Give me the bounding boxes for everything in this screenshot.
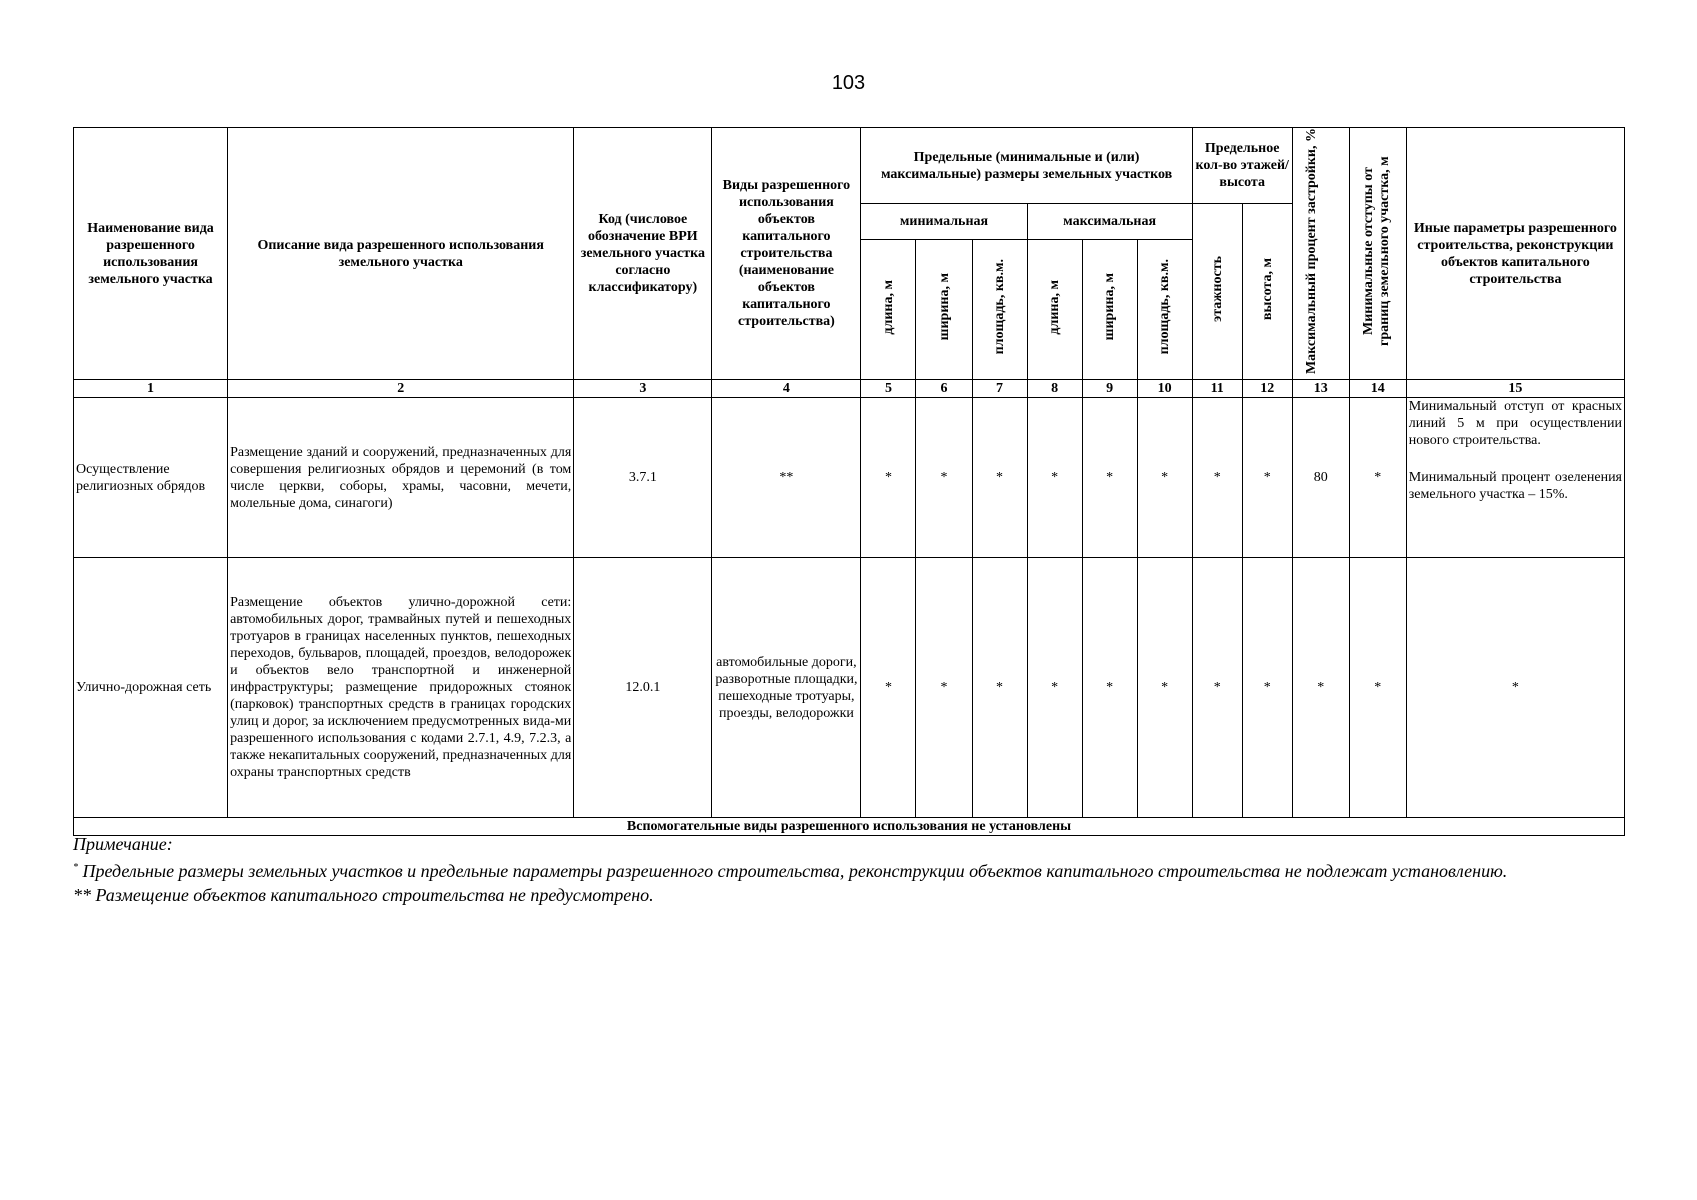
header-col13-text: Максимальный процент застройки, %: [1303, 128, 1319, 375]
column-number: 3: [574, 380, 712, 398]
row-c14: *: [1349, 558, 1406, 818]
row-c5: *: [861, 558, 916, 818]
note-1: [73, 856, 1633, 883]
column-number: 15: [1406, 380, 1624, 398]
note-1-mark: *: [73, 862, 78, 873]
header-col10-text: площадь, кв.м.: [1157, 259, 1173, 355]
note-2: ** Размещение объектов капитального строительства не предусмотрено.: [73, 885, 654, 905]
header-col9: [1082, 240, 1137, 380]
row-other-para2: Минимальный процент озеленения земельного участка – 15%.: [1408, 470, 1622, 503]
header-col6: [916, 240, 972, 380]
row-c10: *: [1137, 558, 1192, 818]
table-row: [74, 558, 1625, 818]
column-number-row: [74, 380, 1625, 398]
column-number: 14: [1349, 380, 1406, 398]
header-col5-text: длина, м: [880, 279, 896, 335]
row-c13: *: [1292, 558, 1349, 818]
header-col1: Наименование вида разрешенного использования земельного участка: [74, 128, 228, 380]
row-c9: *: [1082, 398, 1137, 558]
header-col9-text: ширина, м: [1102, 273, 1118, 341]
row-other: *: [1406, 558, 1624, 818]
page-number: 103: [831, 72, 866, 94]
row-c10: *: [1137, 398, 1192, 558]
header-col5: [861, 240, 916, 380]
row-c12: *: [1242, 558, 1292, 818]
header-col8-text: длина, м: [1047, 279, 1063, 335]
row-oks: автомобильные дороги, разворотные площадки, пешеходные тротуары, проезды, велодорожки: [712, 558, 861, 818]
header-col3: Код (числовое обозначение ВРИ земельного участка согласно классификатору): [574, 128, 712, 380]
row-c8: *: [1027, 558, 1082, 818]
row-c11: *: [1192, 558, 1242, 818]
row-name: Осуществление религиозных обрядов: [74, 398, 228, 558]
header-col7: [972, 240, 1027, 380]
row-c7: *: [972, 558, 1027, 818]
header-col10: [1137, 240, 1192, 380]
column-number: 2: [228, 380, 574, 398]
header-group-floors: Предельное кол-во этажей/ высота: [1192, 128, 1292, 204]
header-col13: [1292, 128, 1349, 380]
row-c6: *: [916, 558, 972, 818]
row-c5: *: [861, 398, 916, 558]
row-name: Улично-дорожная сеть: [74, 558, 228, 818]
header-col11: [1192, 204, 1242, 380]
header-col6-text: ширина, м: [936, 273, 952, 341]
header-min: минимальная: [861, 204, 1027, 240]
row-c6: *: [916, 398, 972, 558]
row-c7: *: [972, 398, 1027, 558]
header-col8: [1027, 240, 1082, 380]
row-c8: *: [1027, 398, 1082, 558]
header-col15: Иные параметры разрешенного строительства, реконструкции объектов капитального строительства: [1406, 128, 1624, 380]
column-number: 4: [712, 380, 861, 398]
row-description: Размещение зданий и сооружений, предназначенных для совершения религиозных обрядов и церемоний (в том числе церкви, соборы, храмы, часовни, мечети, молельные дома, синагоги): [228, 398, 574, 558]
column-number: 1: [74, 380, 228, 398]
notes-title: Примечание:: [73, 834, 173, 854]
row-code: 12.0.1: [574, 558, 712, 818]
row-c11: *: [1192, 398, 1242, 558]
row-other: [1406, 398, 1624, 558]
header-group-sizes: Предельные (минимальные и (или) максимальные) размеры земельных участков: [861, 128, 1192, 204]
row-c13: 80: [1292, 398, 1349, 558]
header-col14: [1349, 128, 1406, 380]
row-c12: *: [1242, 398, 1292, 558]
column-number: 10: [1137, 380, 1192, 398]
header-col2: Описание вида разрешенного использования земельного участка: [228, 128, 574, 380]
header-col7-text: площадь, кв.м.: [992, 259, 1008, 355]
row-code: 3.7.1: [574, 398, 712, 558]
header-col12-text: высота, м: [1259, 257, 1275, 321]
header-max: максимальная: [1027, 204, 1192, 240]
column-number: 7: [972, 380, 1027, 398]
column-number: 9: [1082, 380, 1137, 398]
notes: [73, 832, 1633, 907]
row-oks: **: [712, 398, 861, 558]
land-use-table: [73, 127, 1625, 836]
column-number: 8: [1027, 380, 1082, 398]
note-1-text: Предельные размеры земельных участков и предельные параметры разрешенного строительства, реконструкции объектов капитального строительства не подлежат установлению.: [78, 861, 1508, 881]
column-number: 13: [1292, 380, 1349, 398]
column-number: 12: [1242, 380, 1292, 398]
header-col12: [1242, 204, 1292, 380]
row-c14: *: [1349, 398, 1406, 558]
row-c9: *: [1082, 558, 1137, 818]
column-number: 6: [916, 380, 972, 398]
row-other-para1: Минимальный отступ от красных линий 5 м при осуществлении нового строительства.: [1408, 399, 1622, 449]
row-description: Размещение объектов улично-дорожной сети: автомобильных дорог, трамвайных путей и пешеходных тротуаров в границах населенных пунктов, пешеходных переходов, бульваров, площадей, проездов, велодорожек и объектов вело транспортной и инженерной инфраструктуры; размещение придорожных стоянок (парковок) транспортных средств в границах городских улиц и дорог, за исключением предусмотренных вида-ми разрешенного использования с кодами 2.7.1, 4.9, 7.2.3, а также некапитальных сооружений, предназначенных для охраны транспортных средств: [228, 558, 574, 818]
header-col14-text: Минимальные отступы от границ земельного участка, м: [1360, 156, 1392, 346]
table-row: [74, 398, 1625, 558]
header-col11-text: этажность: [1209, 256, 1225, 322]
column-number: 5: [861, 380, 916, 398]
footer-row: Вспомогательные виды разрешенного использования не установлены: [74, 818, 1625, 836]
column-number: 11: [1192, 380, 1242, 398]
header-col4: Виды разрешенного использования объектов капитального строительства (наименование объектов капитального строительства): [712, 128, 861, 380]
